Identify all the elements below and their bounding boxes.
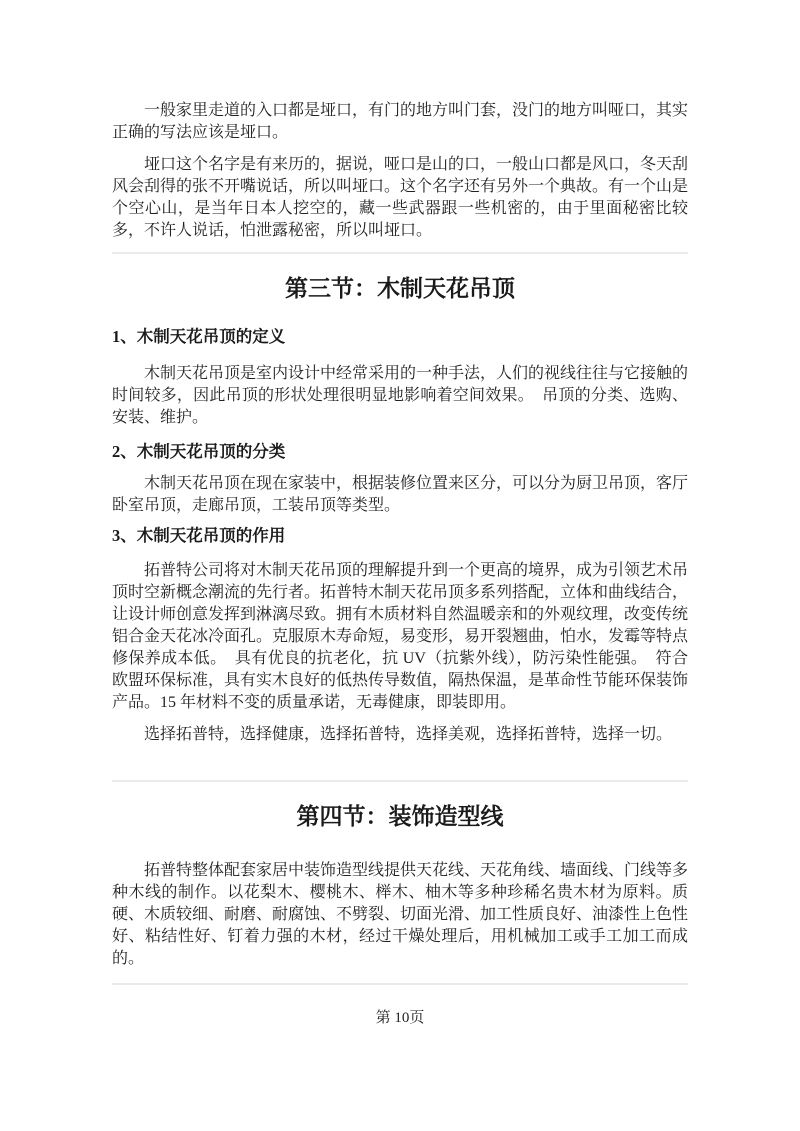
- body-paragraph: 垭口这个名字是有来历的，据说，哑口是山的口，一般山口都是风口，冬天刮风会刮得的张不开嘴说话，所以叫垭口。这个名字还有另外一个典故。有一个山是个空心山，是当年日本人挖空的，藏一些武器跟一些机密的，由于里面秘密比较多，不许人说话，怕泄露秘密，所以叫垭口。: [112, 156, 689, 239]
- body-paragraph: 拓普特公司将对木制天花吊顶的理解提升到一个更高的境界，成为引领艺术吊顶时空新概念潮流的先行者。拓普特木制天花吊顶多系列搭配，立体和曲线结合，让设计师创意发挥到淋漓尽致。拥有木质材料自然温暖亲和的外观纹理，改变传统铝合金天花冰冷面孔。克服原木寿命短，易变形，易开裂翘曲，怕水，发霉等特点修保养成本低。 具有优良的抗老化，抗 UV（抗紫外线），防污染性能强。 符合欧盟环保标准，具有实木良好的低热传导数值，隔热保温，是革命性节能环保装饰产品。15 年材料不变的质量承诺，无毒健康，即装即用。: [112, 562, 689, 711]
- section-divider: [112, 252, 688, 254]
- body-paragraph: 木制天花吊顶是室内设计中经常采用的一种手法，人们的视线往往与它接触的时间较多，因此吊顶的形状处理很明显地影响着空间效果。 吊顶的分类、选购、安装、维护。: [112, 365, 689, 426]
- page-number: 第 10页: [375, 1010, 425, 1026]
- body-paragraph: 选择拓普特，选择健康，选择拓普特，选择美观，选择拓普特，选择一切。: [144, 726, 673, 743]
- body-paragraph: 拓普特整体配套家居中装饰造型线提供天花线、天花角线、墙面线、门线等多种木线的制作。以花梨木、樱桃木、榉木、柚木等多种珍稀名贵木材为原料。质硬、木质较细、耐磨、耐腐蚀、不劈裂、切面光滑、加工性质良好、油漆性上色性好、粘结性好、钉着力强的木材，经过干燥处理后，用机械加工或手工加工而成的。: [112, 862, 689, 967]
- body-paragraph: 一般家里走道的入口都是垭口，有门的地方叫门套，没门的地方叫哑口，其实正确的写法应该是垭口。: [112, 102, 689, 141]
- section-divider: [112, 983, 688, 985]
- sub-heading: 1、木制天花吊顶的定义: [112, 327, 286, 346]
- sub-heading: 3、木制天花吊顶的作用: [112, 526, 286, 545]
- section-heading: 第三节：木制天花吊顶: [285, 276, 515, 301]
- section-divider: [112, 780, 688, 782]
- body-paragraph: 木制天花吊顶在现在家装中，根据装修位置来区分，可以分为厨卫吊顶，客厅卧室吊顶，走廊吊顶，工装吊顶等类型。: [112, 475, 689, 514]
- sub-heading: 2、木制天花吊顶的分类: [112, 442, 286, 461]
- section-heading: 第四节：装饰造型线: [296, 804, 504, 829]
